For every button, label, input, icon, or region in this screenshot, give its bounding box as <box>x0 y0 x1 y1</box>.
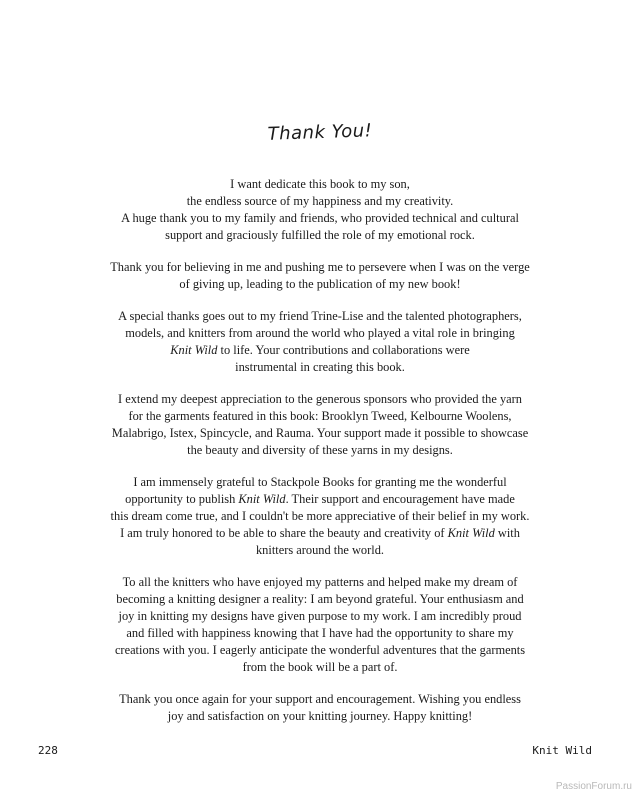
paragraph <box>90 574 550 676</box>
text-line: joy and satisfaction on your knitting journey. Happy knitting! <box>167 709 473 723</box>
text-line: Thank you once again for your support and encouragement. Wishing you endless <box>119 692 521 706</box>
text-line: Malabrigo, Istex, Spincycle, and Rauma. Your support made it possible to showcase <box>111 426 529 440</box>
page-title: Thank You! <box>267 120 373 145</box>
text-line: and filled with happiness knowing that I have had the opportunity to share my <box>126 626 514 640</box>
text-line: becoming a knitting designer a reality: I am beyond grateful. Your enthusiasm and <box>116 592 524 606</box>
text-line: of giving up, leading to the publication of my new book! <box>179 277 461 291</box>
text-line: Knit Wild to life. Your contributions and collaborations were <box>170 343 470 357</box>
text-line: models, and knitters from around the world who played a vital role in bringing <box>125 326 515 340</box>
text-line: I am truly honored to be able to share the beauty and creativity of Knit Wild with <box>120 526 520 540</box>
text-line: I am immensely grateful to Stackpole Books for granting me the wonderful <box>133 475 507 489</box>
text-line: Thank you for believing in me and pushing me to persevere when I was on the verge <box>110 260 530 274</box>
paragraph <box>90 474 550 559</box>
text-line: from the book will be a part of. <box>242 660 398 674</box>
book-title-italic: Knit Wild <box>447 526 495 540</box>
text-line: for the garments featured in this book: Brooklyn Tweed, Kelbourne Woolens, <box>128 409 512 423</box>
acknowledgements-body <box>90 176 550 740</box>
text-line: the endless source of my happiness and my creativity. <box>186 194 454 208</box>
paragraph <box>90 259 550 293</box>
text-line: knitters around the world. <box>255 543 384 557</box>
text-line: I extend my deepest appreciation to the generous sponsors who provided the yarn <box>118 392 522 406</box>
text-line: I want dedicate this book to my son, <box>230 177 410 191</box>
paragraph <box>90 308 550 376</box>
text-line: To all the knitters who have enjoyed my patterns and helped make my dream of <box>122 575 518 589</box>
site-watermark: PassionForum.ru <box>555 781 632 792</box>
text-line: the beauty and diversity of these yarns in my designs. <box>187 443 453 457</box>
text-line: opportunity to publish Knit Wild. Their support and encouragement have made <box>125 492 515 506</box>
paragraph <box>90 391 550 459</box>
text-line: creations with you. I eagerly anticipate the wonderful adventures that the garments <box>114 643 526 657</box>
page-number: 228 <box>38 744 58 757</box>
running-book-title: Knit Wild <box>532 744 592 757</box>
book-title-italic: Knit Wild <box>170 343 218 357</box>
paragraph <box>90 691 550 725</box>
text-line: A huge thank you to my family and friends, who provided technical and cultural <box>121 211 519 225</box>
text-line: A special thanks goes out to my friend Trine-Lise and the talented photographers, <box>118 309 522 323</box>
page-footer <box>38 744 592 757</box>
paragraph <box>90 176 550 244</box>
text-line: joy in knitting my designs have given purpose to my work. I am incredibly proud <box>118 609 522 623</box>
text-line: support and graciously fulfilled the role of my emotional rock. <box>165 228 475 242</box>
book-title-italic: Knit Wild <box>238 492 286 506</box>
text-line: this dream come true, and I couldn't be more appreciative of their belief in my work. <box>110 509 530 523</box>
text-line: instrumental in creating this book. <box>235 360 405 374</box>
